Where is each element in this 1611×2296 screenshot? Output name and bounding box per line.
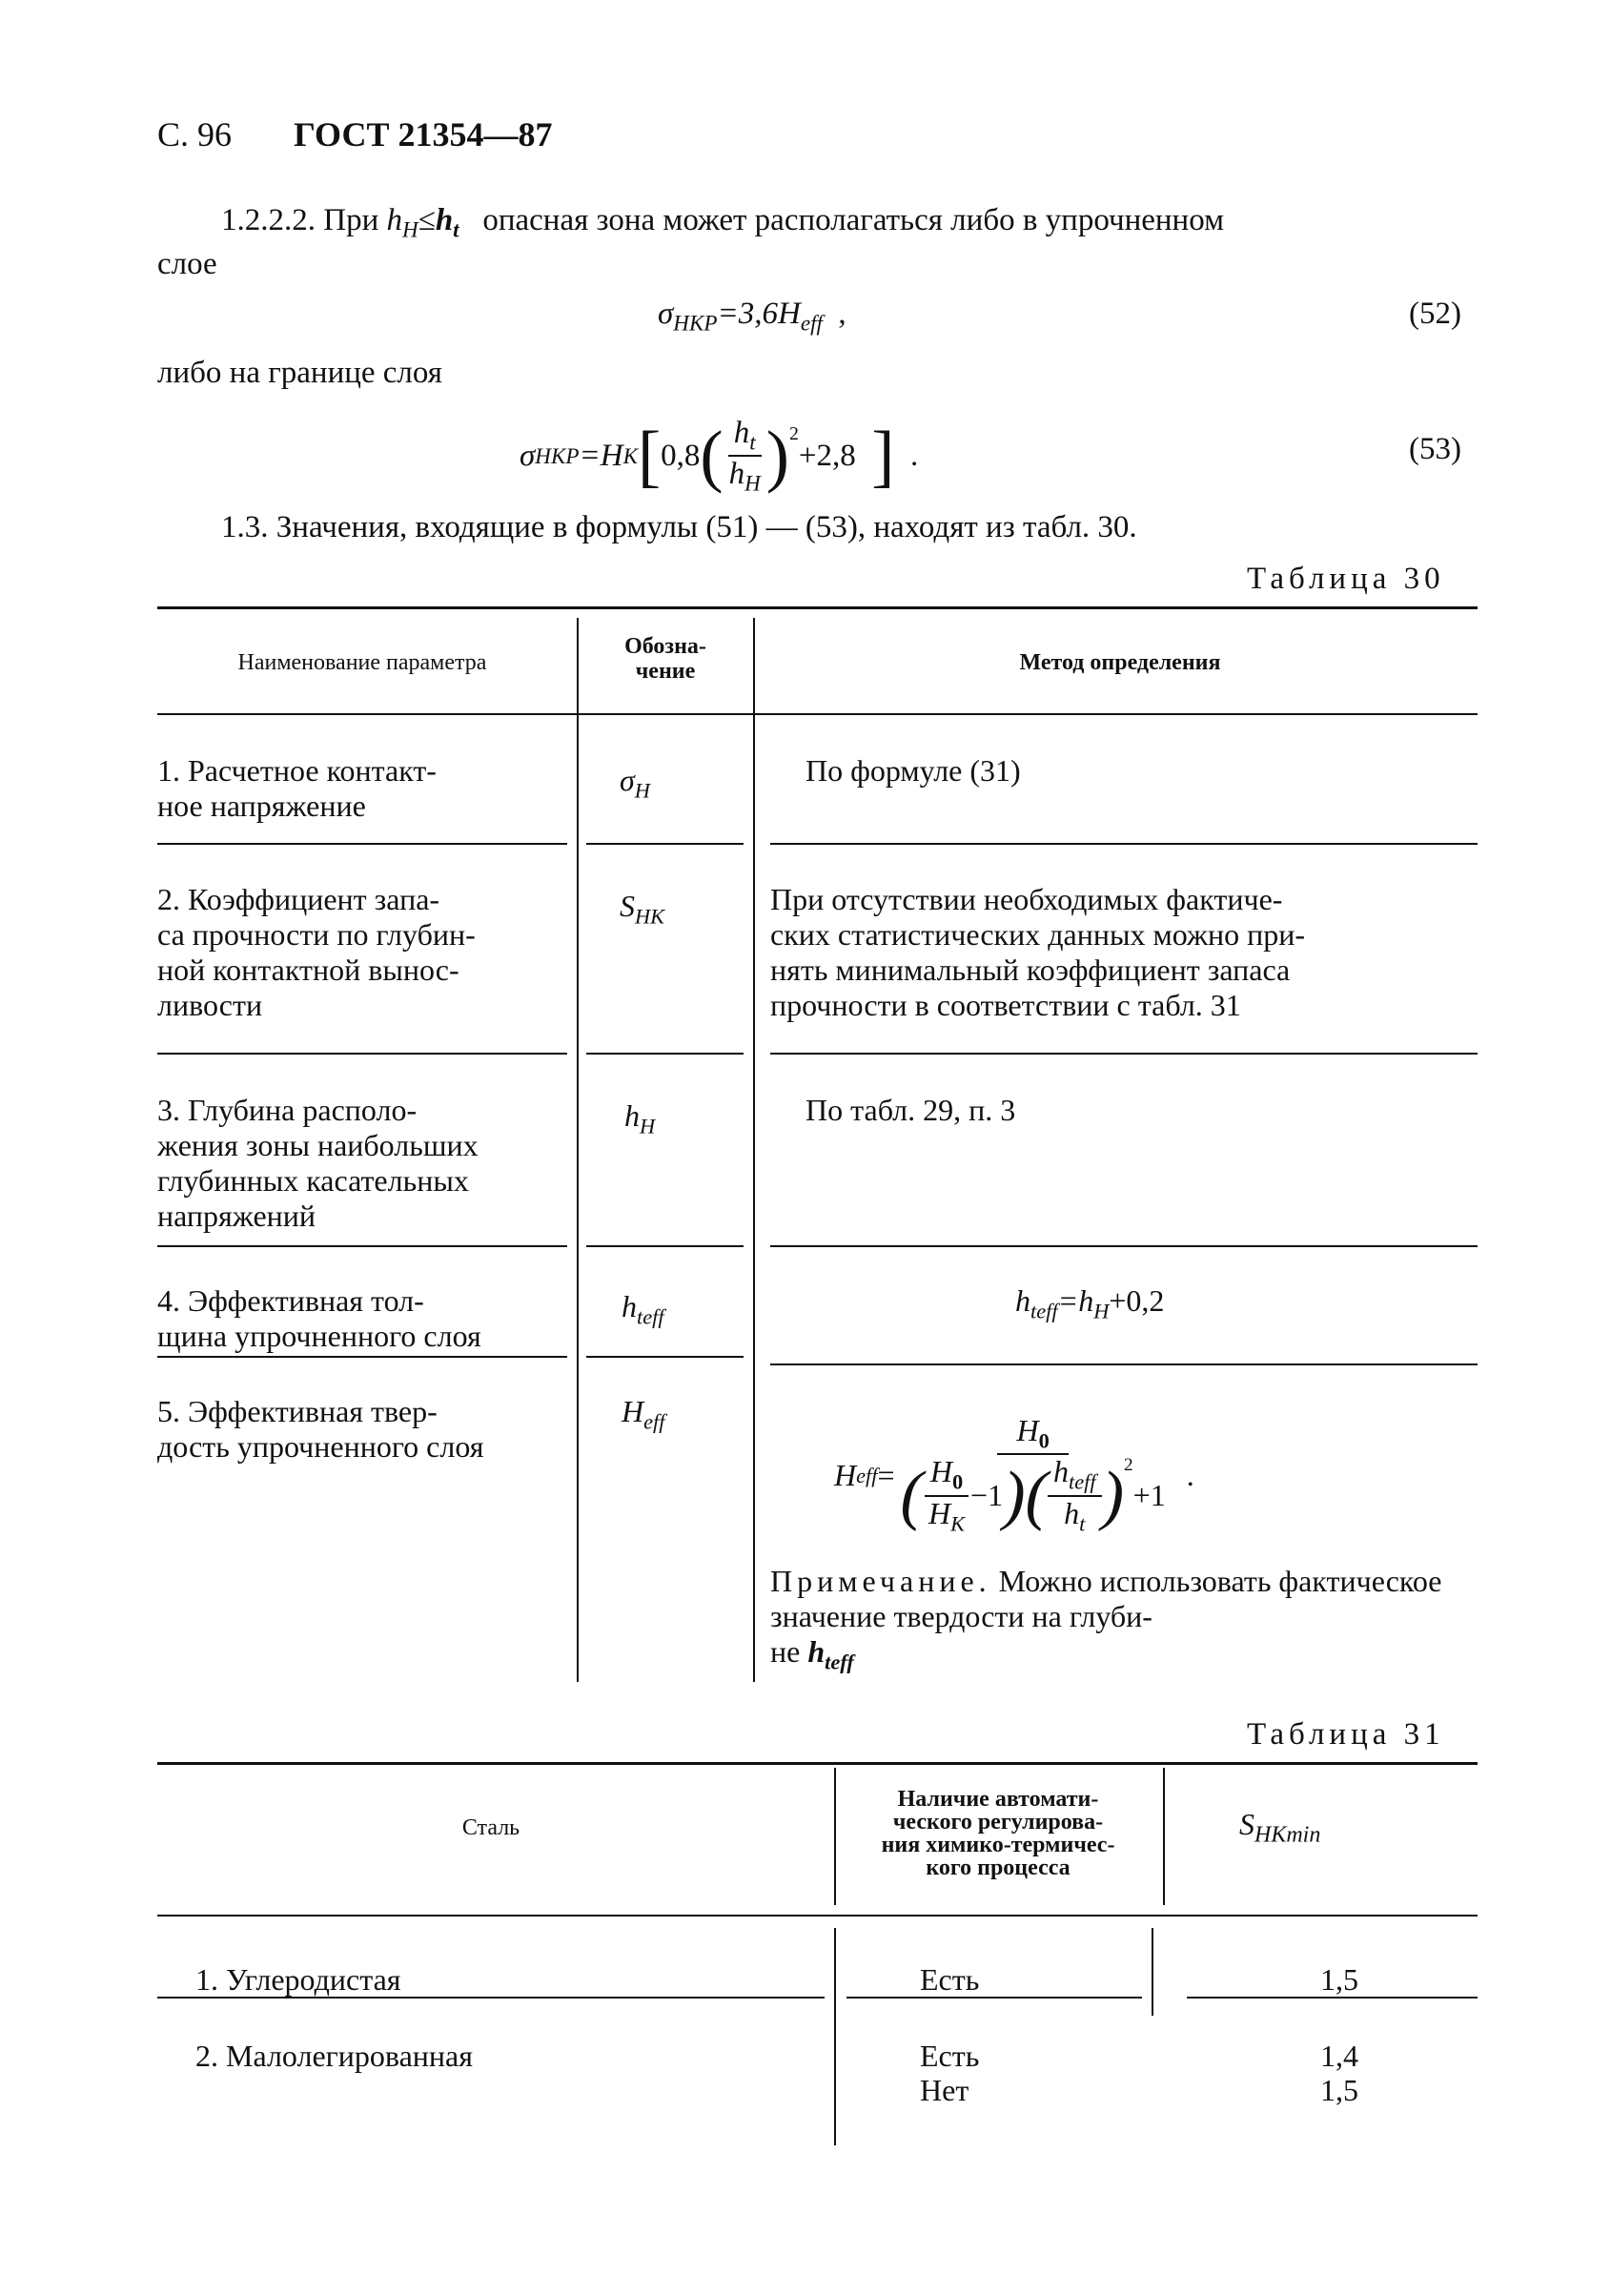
t30-row4-sym: $h_{teff}$ bbox=[622, 1289, 664, 1329]
equation-53-number: (53) bbox=[1409, 432, 1461, 466]
t30-row4-rule-b bbox=[586, 1356, 744, 1358]
t31-header-s: $S_{HKmin}$ bbox=[1239, 1807, 1321, 1848]
t30-row2-method: При отсутствии необходимых фактиче- ских статистических данных можно при- нять минимальный коэффициент запаса прочности в соответствии с табл. 31 bbox=[770, 882, 1306, 1022]
paragraph-1222 bbox=[221, 202, 1479, 248]
cond-le: ≤ bbox=[418, 203, 436, 237]
t31-row2-s-1: 1,4 bbox=[1320, 2039, 1358, 2073]
t30-row1-name: 1. Расчетное контакт- ное напряжение bbox=[157, 753, 437, 823]
t31-row1-auto: Есть bbox=[920, 1962, 980, 1997]
t30-header-name: Наименование параметра bbox=[237, 650, 487, 675]
table30-caption: Таблица 30 bbox=[1247, 562, 1445, 596]
t31-row1-rule-b bbox=[846, 1997, 1142, 1999]
t30-row3-rule-a bbox=[157, 1245, 567, 1247]
standard-title: ГОСТ 21354—87 bbox=[294, 115, 553, 154]
table30-header-rule bbox=[157, 713, 1478, 715]
table31-header-rule bbox=[157, 1915, 1478, 1917]
t30-row1-method: По формуле (31) bbox=[806, 753, 1021, 788]
t30-row2-rule-c bbox=[770, 1053, 1478, 1055]
t31-row2-s-2: 1,5 bbox=[1320, 2073, 1358, 2107]
t30-row3-sym: $h_H$ bbox=[624, 1098, 656, 1138]
t30-row2-rule-a bbox=[157, 1053, 567, 1055]
t30-header-sym: Обозна- чение bbox=[624, 634, 706, 684]
cond-ht: $h_t$ bbox=[435, 203, 459, 242]
t30-row1-rule-a bbox=[157, 843, 567, 845]
t30-row1-rule-c bbox=[770, 843, 1478, 845]
cond-hh: $h_H$ bbox=[386, 203, 418, 242]
t30-row4-name: 4. Эффективная тол- щина упрочненного слоя bbox=[157, 1283, 481, 1353]
t30-row4-rule-c bbox=[770, 1363, 1478, 1365]
t31-h-div1 bbox=[834, 1768, 836, 1905]
t31-header-steel: Сталь bbox=[461, 1815, 520, 1840]
t30-row2-rule-b bbox=[586, 1053, 744, 1055]
t30-row5-formula: H eff = $H_0$ ( $\frac{H_0}{H_K}$ −1 )( $\frac{h_{teff}}{h_t}$ ) $^2$ +1 . bbox=[834, 1413, 1194, 1535]
t31-row1-steel: 1. Углеродистая bbox=[195, 1962, 401, 1997]
table30-col2-divider bbox=[753, 618, 755, 1682]
t31-header-auto: Наличие автомати- ческого регулирова- ния химико-термичес- кого процесса bbox=[881, 1787, 1115, 1880]
t31-row2-auto-1: Есть bbox=[920, 2039, 980, 2073]
t30-header-method: Метод определения bbox=[1019, 650, 1221, 675]
para-lead: 1.2.2.2. При bbox=[221, 203, 379, 237]
t31-row1-s: 1,5 bbox=[1320, 1962, 1358, 1997]
t30-row4-method: $h_{teff}=h_H+0,2$ bbox=[1015, 1283, 1165, 1323]
t31-col2-divider bbox=[1152, 1928, 1153, 2016]
table30-top-rule bbox=[157, 606, 1478, 609]
t30-row3-name: 3. Глубина располо- жения зоны наибольших глубинных касательных напряжений bbox=[157, 1093, 479, 1233]
para-text: опасная зона может располагаться либо в упрочненном bbox=[482, 203, 1224, 237]
t30-row5-name: 5. Эффективная твер- дость упрочненного слоя bbox=[157, 1394, 484, 1464]
page-number: С. 96 bbox=[157, 115, 233, 154]
t30-row1-rule-b bbox=[586, 843, 744, 845]
t31-row2-steel: 2. Малолегированная bbox=[195, 2039, 473, 2073]
note-text: Можно использовать фактическое значение твердости на глуби- не bbox=[770, 1564, 1442, 1669]
t31-row2-auto-2: Нет bbox=[920, 2073, 969, 2107]
either-text: либо на границе слоя bbox=[157, 356, 442, 390]
table31-caption: Таблица 31 bbox=[1247, 1717, 1445, 1752]
t31-h-div2 bbox=[1163, 1768, 1165, 1905]
equation-52: $\sigma_{HKP}=3,6H_{eff}$ , bbox=[658, 297, 846, 336]
t31-col1-divider bbox=[834, 1928, 836, 2145]
t30-row3-method: По табл. 29, п. 3 bbox=[806, 1093, 1016, 1127]
t30-row2-sym: $S_{HK}$ bbox=[620, 889, 665, 929]
t30-row3-rule-c bbox=[770, 1245, 1478, 1247]
t30-row1-sym: $\sigma_H$ bbox=[620, 763, 650, 803]
equation-52-number: (52) bbox=[1409, 297, 1461, 331]
t30-row3-rule-b bbox=[586, 1245, 744, 1247]
t30-row4-rule-a bbox=[157, 1356, 567, 1358]
table31-top-rule bbox=[157, 1762, 1478, 1765]
paragraph-13: 1.3. Значения, входящие в формулы (51) — (53), находят из табл. 30. bbox=[221, 510, 1137, 544]
table30-col1-divider bbox=[577, 618, 579, 1682]
note-sym: $h_{teff}$ bbox=[807, 1634, 854, 1674]
t30-row5-sym: $H_{eff}$ bbox=[622, 1394, 665, 1434]
t30-row5-note bbox=[770, 1564, 1476, 1679]
para-text-cont: слое bbox=[157, 247, 217, 281]
equation-53: σ HKP =H K [ 0,8 ( $\frac{h_t}{h_H}$ ) $^2$ +2,8 ] . bbox=[520, 416, 919, 496]
t30-row2-name: 2. Коэффициент запа- са прочности по глубин- ной контактной вынос- ливости bbox=[157, 882, 476, 1022]
note-label: Примечание. bbox=[770, 1564, 991, 1598]
